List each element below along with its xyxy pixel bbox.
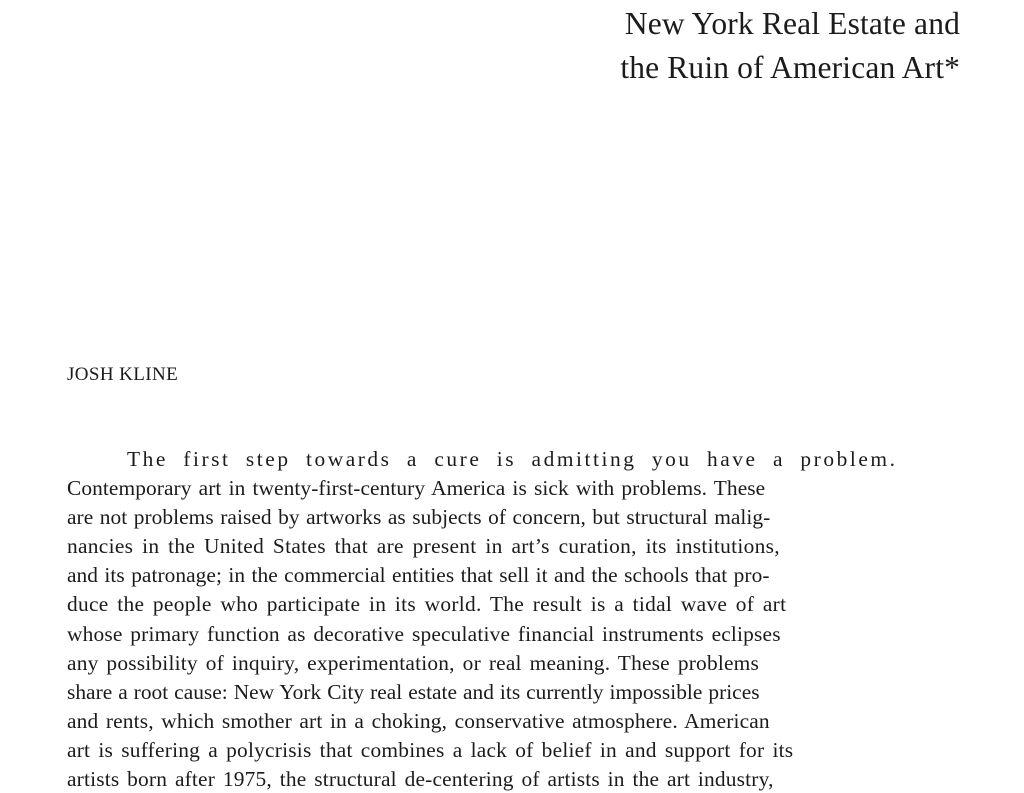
body-line: Contemporary art in twenty-first-century America is sick with problems. These: [67, 476, 766, 501]
body-line: duce the people who participate in its world. The result is a tidal wave of art: [67, 592, 787, 617]
body-line: nancies in the United States that are present in art’s curation, its institutions,: [67, 534, 780, 559]
article-title-line-2: the Ruin of American Art*: [620, 50, 960, 85]
body-line: whose primary function as decorative speculative financial instruments eclipses: [67, 621, 781, 646]
body-line: and rents, which smother art in a choking, conservative atmosphere. American: [67, 708, 770, 733]
article-title: [64, 2, 960, 90]
body-line: share a root cause: New York City real estate and its currently impossible prices: [67, 679, 760, 704]
body-line: The first step towards a cure is admitting you have a problem.: [127, 447, 898, 471]
author-byline: JOSH KLINE: [67, 364, 179, 385]
body-paragraph: [67, 445, 960, 793]
body-line: any possibility of inquiry, experimentation, or real meaning. These problems: [67, 650, 760, 675]
body-line: and its patronage; in the commercial entities that sell it and the schools that pro-: [67, 563, 770, 588]
body-line: artists born after 1975, the structural de-centering of artists in the art industry,: [67, 767, 774, 792]
body-line: are not problems raised by artworks as subjects of concern, but structural malig-: [67, 505, 771, 530]
body-line: art is suffering a polycrisis that combines a lack of belief in and support for its: [67, 737, 794, 762]
article-title-line-1: New York Real Estate and: [624, 6, 960, 41]
